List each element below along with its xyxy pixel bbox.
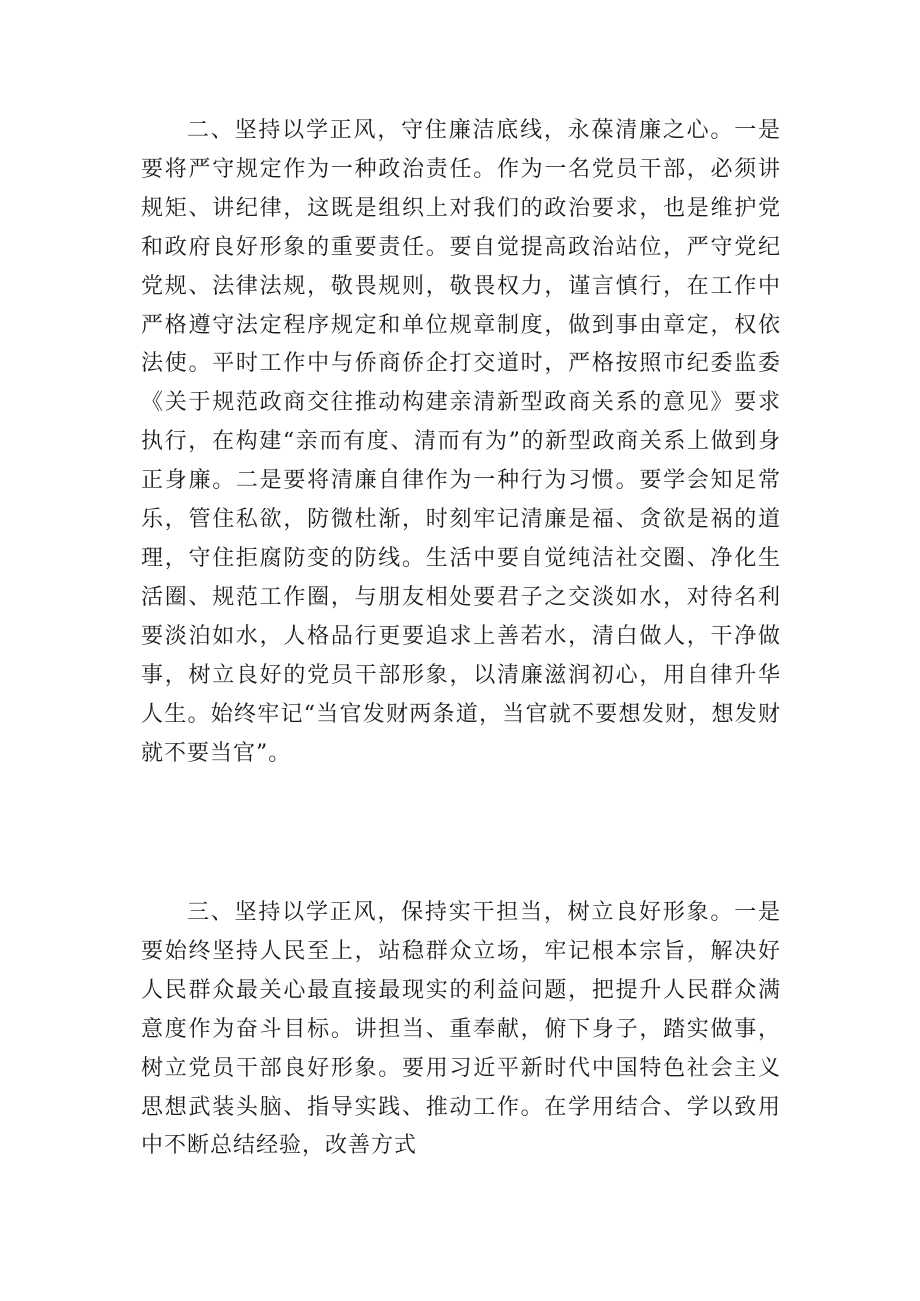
paragraph-section-two: 二、坚持以学正风，守住廉洁底线，永葆清廉之心。一是要将严守规定作为一种政治责任。作为一名党员干部，必须讲规矩、讲纪律，这既是组织上对我们的政治要求，也是维护党和政府良好形象的重要责任。要自觉提高政治站位，严守党纪党规、法律法规，敬畏规则，敬畏权力，谨言慎行，在工作中严格遵守法定程序规定和单位规章制度，做到事由章定，权依法使。平时工作中与侨商侨企打交道时，严格按照市纪委监委《关于规范政商交往推动构建亲清新型政商关系的意见》要求执行，在构建“亲而有度、清而有为”的新型政商关系上做到身正身廉。二是要将清廉自律作为一种行为习惯。要学会知足常乐，管住私欲，防微杜渐，时刻牢记清廉是福、贪欲是祸的道理，守住拒腐防变的防线。生活中要自觉纯洁社交圈、净化生活圈、规范工作圈，与朋友相处要君子之交淡如水，对待名利要淡泊如水，人格品行更要追求上善若水，清白做人，干净做事，树立良好的党员干部形象，以清廉滋润初心，用自律升华人生。始终牢记“当官发财两条道，当官就不要想发财，想发财就不要当官”。: [141, 118, 781, 766]
paragraph-section-three: 三、坚持以学正风，保持实干担当，树立良好形象。一是要始终坚持人民至上，站稳群众立场，牢记根本宗旨，解决好人民群众最关心最直接最现实的利益问题，把提升人民群众满意度作为奋斗目标。讲担当、重奉献，俯下身子，踏实做事，树立党员干部良好形象。要用习近平新时代中国特色社会主义思想武装头脑、指导实践、推动工作。在学用结合、学以致用中不断总结经验，改善方式: [141, 900, 781, 1159]
